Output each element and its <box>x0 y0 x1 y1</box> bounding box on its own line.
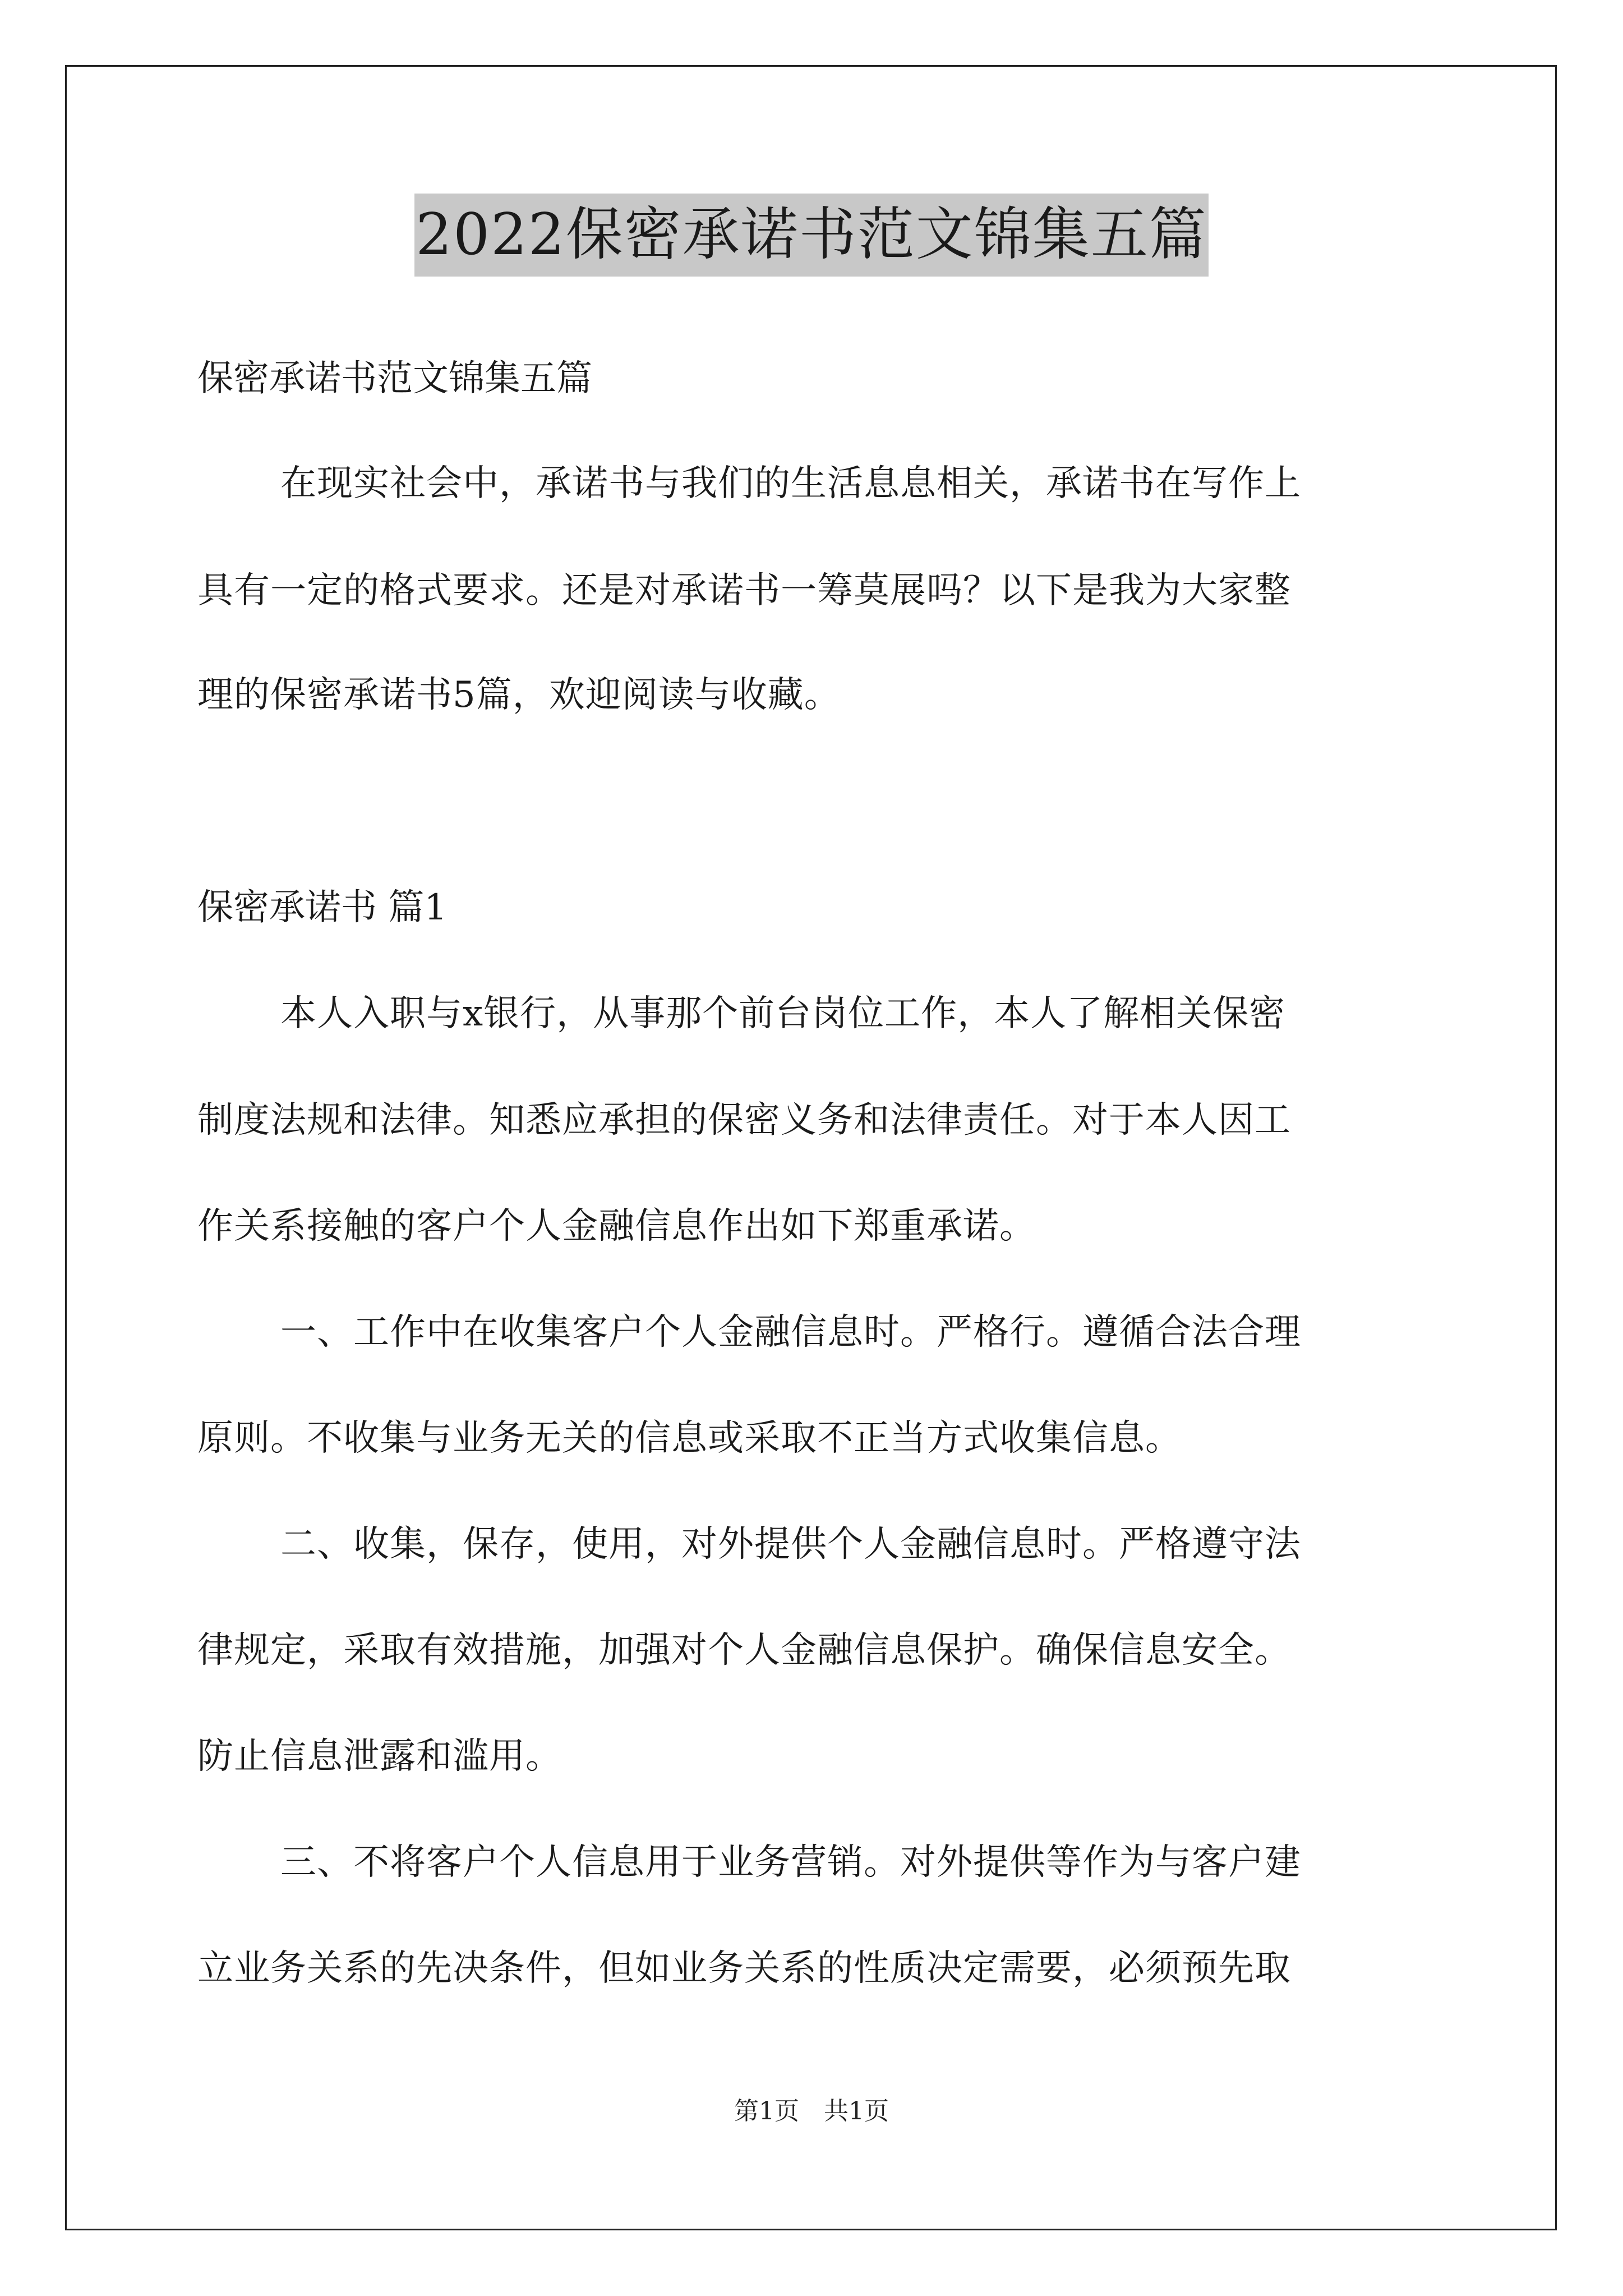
title-container <box>0 194 1623 277</box>
body-line: 原则。不收集与业务无关的信息或采取不正当方式收集信息。 <box>197 1418 1182 1459</box>
section-heading: 保密承诺书 篇1 <box>197 887 448 928</box>
page-footer: 第1页 共1页 <box>734 2097 889 2125</box>
intro-line: 在现实社会中，承诺书与我们的生活息息相关，承诺书在写作上 <box>280 463 1301 504</box>
body-line: 防止信息泄露和滥用。 <box>197 1736 562 1777</box>
body-line: 一、工作中在收集客户个人金融信息时。严格行。遵循合法合理 <box>280 1312 1301 1353</box>
body-line: 三、不将客户个人信息用于业务营销。对外提供等作为与客户建 <box>280 1842 1301 1883</box>
body-line: 二、收集，保存，使用，对外提供个人金融信息时。严格遵守法 <box>280 1524 1301 1565</box>
body-line: 本人入职与x银行，从事那个前台岗位工作，本人了解相关保密 <box>280 993 1286 1034</box>
body-line: 立业务关系的先决条件，但如业务关系的性质决定需要，必须预先取 <box>197 1948 1291 1989</box>
document-title: 2022保密承诺书范文锦集五篇 <box>414 194 1209 277</box>
subtitle: 保密承诺书范文锦集五篇 <box>197 358 592 399</box>
body-line: 制度法规和法律。知悉应承担的保密义务和法律责任。对于本人因工 <box>197 1099 1291 1141</box>
body-line: 律规定，采取有效措施，加强对个人金融信息保护。确保信息安全。 <box>197 1630 1291 1671</box>
intro-line: 理的保密承诺书5篇，欢迎阅读与收藏。 <box>197 674 841 716</box>
intro-line: 具有一定的格式要求。还是对承诺书一筹莫展吗？以下是我为大家整 <box>197 570 1291 611</box>
body-line: 作关系接触的客户个人金融信息作出如下郑重承诺。 <box>197 1205 1036 1247</box>
